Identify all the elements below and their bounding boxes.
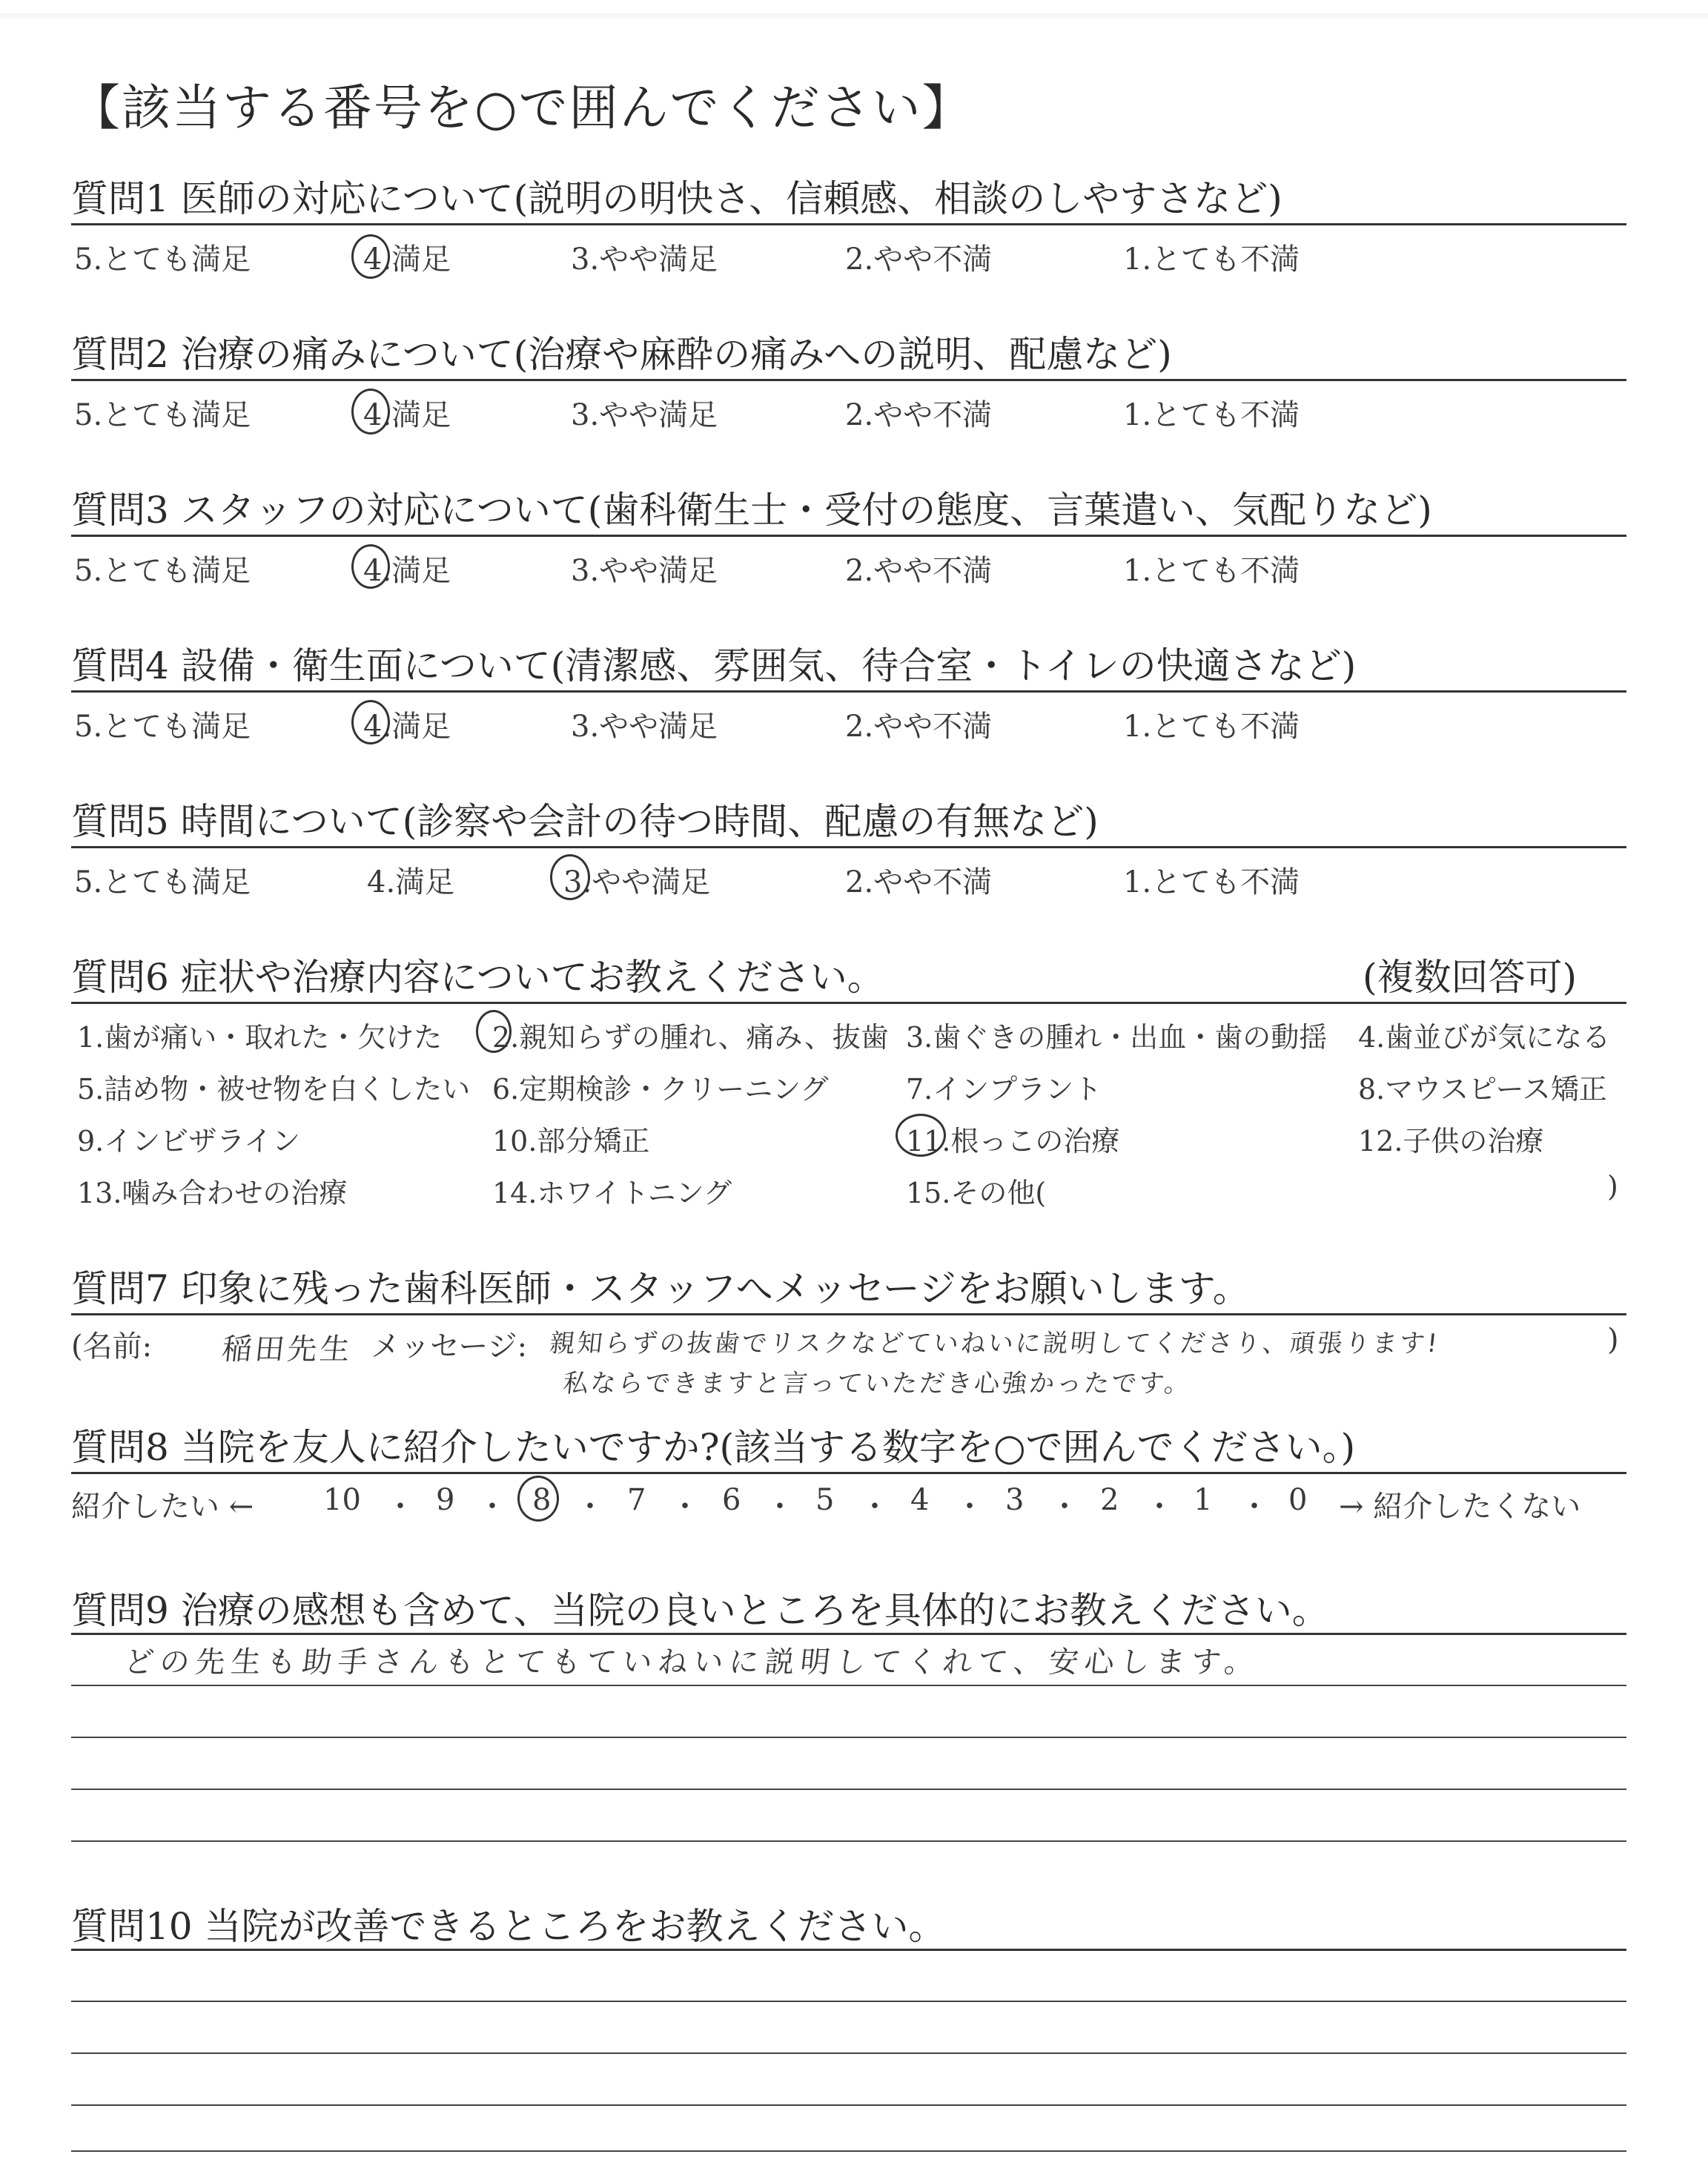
q8-selected-circle: [517, 1476, 559, 1522]
q3-selected-circle: [351, 544, 390, 589]
q8-dot: ・: [765, 1490, 795, 1524]
question-6-note: (複数回答可): [1363, 956, 1578, 999]
question-3-rule: [71, 535, 1626, 537]
q8-scale-6[interactable]: 6: [722, 1483, 741, 1517]
q1-option-3[interactable]: 3.やや満足: [571, 242, 718, 277]
question-5-rule: [71, 846, 1626, 848]
q6-option-10[interactable]: 10.部分矯正: [492, 1125, 650, 1157]
q8-scale-0[interactable]: 0: [1288, 1483, 1308, 1517]
question-9-text: 質問9 治療の感想も含めて、当院の良いところを具体的にお教えください。: [71, 1589, 1329, 1632]
q8-dot: ・: [385, 1490, 415, 1524]
q7-name-handwritten[interactable]: 稲田先生: [220, 1332, 355, 1367]
q6-option-1[interactable]: 1.歯が痛い・取れた・欠けた: [77, 1021, 443, 1054]
q8-scale-3[interactable]: 3: [1005, 1483, 1025, 1517]
q8-dot: ・: [860, 1490, 890, 1524]
scan-top-edge: [0, 13, 1708, 21]
q2-option-3[interactable]: 3.やや満足: [571, 398, 718, 432]
question-2-text: 質問2 治療の痛みについて(治療や麻酔の痛みへの説明、配慮など): [71, 333, 1172, 376]
q4-option-4[interactable]: 4.満足: [363, 710, 451, 744]
q10-answer-line: [71, 2001, 1626, 2002]
question-6-rule: [71, 1002, 1626, 1004]
q9-answer-handwritten[interactable]: どの先生も助手さんもとてもていねいに説明してくれて、安心します。: [122, 1645, 1262, 1680]
q9-answer-line: [71, 1840, 1626, 1842]
q7-message-line1[interactable]: 親知らずの抜歯でリスクなどていねいに説明してくださり、頑張ります!: [548, 1329, 1441, 1358]
q8-scale-2[interactable]: 2: [1100, 1483, 1119, 1517]
q8-scale-9[interactable]: 9: [436, 1483, 455, 1517]
q6-option-11-circle: [896, 1114, 946, 1157]
q9-answer-line: [71, 1789, 1626, 1790]
question-8-rule: [71, 1472, 1626, 1474]
q2-option-4[interactable]: 4.満足: [363, 398, 451, 432]
q8-dot: ・: [1050, 1490, 1079, 1524]
q6-option-14[interactable]: 14.ホワイトニング: [492, 1177, 732, 1209]
q6-option-2-circle: [476, 1010, 512, 1053]
q7-message-line2[interactable]: 私ならできますと言っていただき心強かったです。: [561, 1369, 1194, 1398]
q6-option-3[interactable]: 3.歯ぐきの腫れ・出血・歯の動揺: [906, 1021, 1328, 1054]
q2-option-2[interactable]: 2.やや不満: [845, 398, 993, 432]
q6-option-2[interactable]: 2.親知らずの腫れ、痛み、抜歯: [492, 1021, 889, 1054]
q10-answer-line: [71, 2052, 1626, 2054]
q9-answer-line: [71, 1685, 1626, 1686]
question-2-rule: [71, 379, 1626, 381]
q3-option-1[interactable]: 1.とても不満: [1123, 554, 1300, 588]
q6-option-12[interactable]: 12.子供の治療: [1358, 1125, 1544, 1157]
q6-option-9[interactable]: 9.インビザライン: [77, 1125, 301, 1157]
q4-option-3[interactable]: 3.やや満足: [571, 710, 718, 744]
q2-selected-circle: [351, 389, 390, 435]
q7-close-paren: ): [1607, 1323, 1619, 1357]
question-10-text: 質問10 当院が改善できるところをお教えください。: [71, 1905, 946, 1948]
q8-scale-8[interactable]: 8: [532, 1483, 552, 1517]
question-7-rule: [71, 1313, 1626, 1315]
q6-option-13[interactable]: 13.噛み合わせの治療: [77, 1177, 348, 1209]
q3-option-5[interactable]: 5.とても満足: [74, 554, 251, 588]
question-4-text: 質問4 設備・衛生面について(清潔感、雰囲気、待合室・トイレの快適さなど): [71, 644, 1357, 687]
q6-option-8[interactable]: 8.マウスピース矯正: [1358, 1073, 1607, 1106]
question-1-text: 質問1 医師の対応について(説明の明快さ、信頼感、相談のしやすさなど): [71, 177, 1282, 220]
q8-right-label: → 紹介したくない: [1339, 1490, 1581, 1524]
q7-message-label: メッセージ:: [371, 1330, 528, 1364]
q8-scale-1[interactable]: 1: [1194, 1483, 1213, 1517]
q8-scale-10[interactable]: 10: [323, 1483, 361, 1517]
q4-option-2[interactable]: 2.やや不満: [845, 710, 993, 744]
question-10-rule: [71, 1949, 1626, 1951]
q3-option-2[interactable]: 2.やや不満: [845, 554, 993, 588]
question-5-text: 質問5 時間について(診察や会計の待つ時間、配慮の有無など): [71, 800, 1099, 843]
q3-option-4[interactable]: 4.満足: [363, 554, 451, 588]
q2-option-1[interactable]: 1.とても不満: [1123, 398, 1300, 432]
question-1-rule: [71, 223, 1626, 225]
q10-answer-line: [71, 2104, 1626, 2106]
q5-option-2[interactable]: 2.やや不満: [845, 865, 993, 899]
q8-dot: ・: [1145, 1490, 1174, 1524]
q8-scale-5[interactable]: 5: [815, 1483, 835, 1517]
question-9-rule: [71, 1633, 1626, 1635]
q1-option-2[interactable]: 2.やや不満: [845, 242, 993, 277]
q8-dot: ・: [670, 1490, 700, 1524]
question-6-text: 質問6 症状や治療内容についてお教えください。: [71, 956, 884, 999]
q1-option-5[interactable]: 5.とても満足: [74, 242, 251, 277]
q5-selected-circle: [550, 854, 590, 900]
q1-selected-circle: [351, 234, 390, 279]
q6-option-11[interactable]: 11.根っこの治療: [906, 1125, 1120, 1157]
q3-option-3[interactable]: 3.やや満足: [571, 554, 718, 588]
page-title: 【該当する番号を○で囲んでください】: [71, 79, 973, 136]
q5-option-1[interactable]: 1.とても不満: [1123, 865, 1300, 899]
q8-left-label: 紹介したい ←: [71, 1490, 254, 1524]
question-4-rule: [71, 690, 1626, 693]
q4-selected-circle: [351, 700, 390, 744]
q5-option-5[interactable]: 5.とても満足: [74, 865, 251, 899]
q9-answer-line: [71, 1737, 1626, 1738]
q5-option-4[interactable]: 4.満足: [367, 865, 455, 899]
q6-option-15[interactable]: 15.その他(: [906, 1177, 1047, 1209]
q8-dot: ・: [955, 1490, 984, 1524]
q6-option-7[interactable]: 7.インプラント: [906, 1073, 1102, 1106]
q7-name-label: (名前:: [71, 1330, 153, 1364]
q1-option-1[interactable]: 1.とても不満: [1123, 242, 1300, 277]
q8-dot: ・: [575, 1490, 605, 1524]
q4-option-5[interactable]: 5.とても満足: [74, 710, 251, 744]
q6-option-4[interactable]: 4.歯並びが気になる: [1358, 1021, 1611, 1054]
q8-scale-7[interactable]: 7: [627, 1483, 646, 1517]
question-3-text: 質問3 スタッフの対応について(歯科衛生士・受付の態度、言葉遣い、気配りなど): [71, 489, 1432, 532]
q4-option-1[interactable]: 1.とても不満: [1123, 710, 1300, 744]
q10-answer-line: [71, 2150, 1626, 2152]
question-8-text: 質問8 当院を友人に紹介したいですか?(該当する数字を○で囲んでください。): [71, 1426, 1356, 1469]
q6-option-15-close: ): [1607, 1170, 1618, 1203]
q2-option-5[interactable]: 5.とても満足: [74, 398, 251, 432]
q8-dot: ・: [477, 1490, 507, 1524]
q6-option-5[interactable]: 5.詰め物・被せ物を白くしたい: [77, 1073, 471, 1106]
question-7-text: 質問7 印象に残った歯科医師・スタッフへメッセージをお願いします。: [71, 1267, 1250, 1310]
q1-option-4[interactable]: 4.満足: [363, 242, 451, 277]
q8-scale-4[interactable]: 4: [910, 1483, 930, 1517]
q8-dot: ・: [1239, 1490, 1269, 1524]
q6-option-6[interactable]: 6.定期検診・クリーニング: [492, 1073, 829, 1106]
q5-option-3[interactable]: 3.やや満足: [563, 865, 711, 899]
